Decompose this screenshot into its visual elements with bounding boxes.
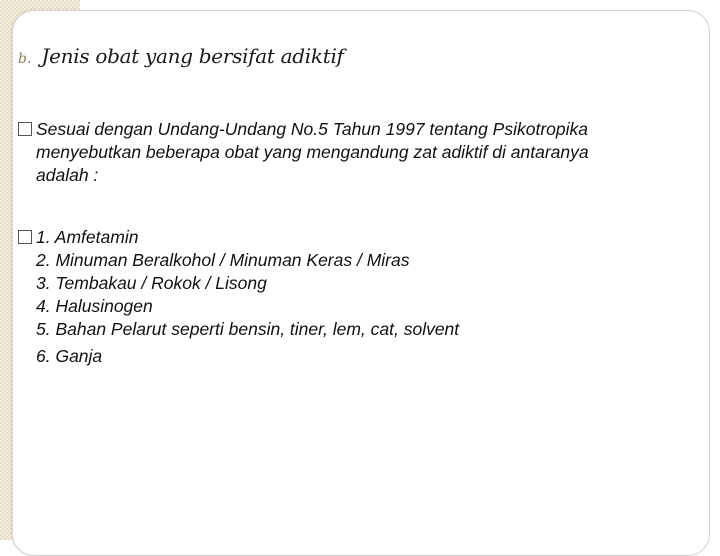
intro-paragraph [36, 118, 676, 187]
list-item: 6. Ganja [36, 346, 103, 366]
paragraph-line: Sesuai dengan Undang-Undang No.5 Tahun 1997 tentang Psikotropika [36, 119, 588, 139]
list-item: 1. Amfetamin [36, 227, 139, 247]
bullet-box-icon [18, 230, 32, 244]
list-item: 3. Tembakau / Rokok / Lisong [36, 273, 267, 293]
bullet-box-icon [18, 122, 32, 136]
paragraph-line: menyebutkan beberapa obat yang mengandung zat adiktif di antaranya [36, 142, 589, 162]
heading-letter: b. [18, 51, 32, 67]
list-item: 5. Bahan Pelarut seperti bensin, tiner, lem, cat, solvent [36, 319, 460, 339]
addictive-drug-list [36, 226, 676, 368]
heading-text: Jenis obat yang bersifat adiktif [41, 44, 344, 68]
slide-heading [18, 44, 344, 68]
list-item: 2. Minuman Beralkohol / Minuman Keras / Miras [36, 250, 410, 270]
paragraph-line: adalah : [36, 165, 99, 185]
list-item: 4. Halusinogen [36, 296, 153, 316]
